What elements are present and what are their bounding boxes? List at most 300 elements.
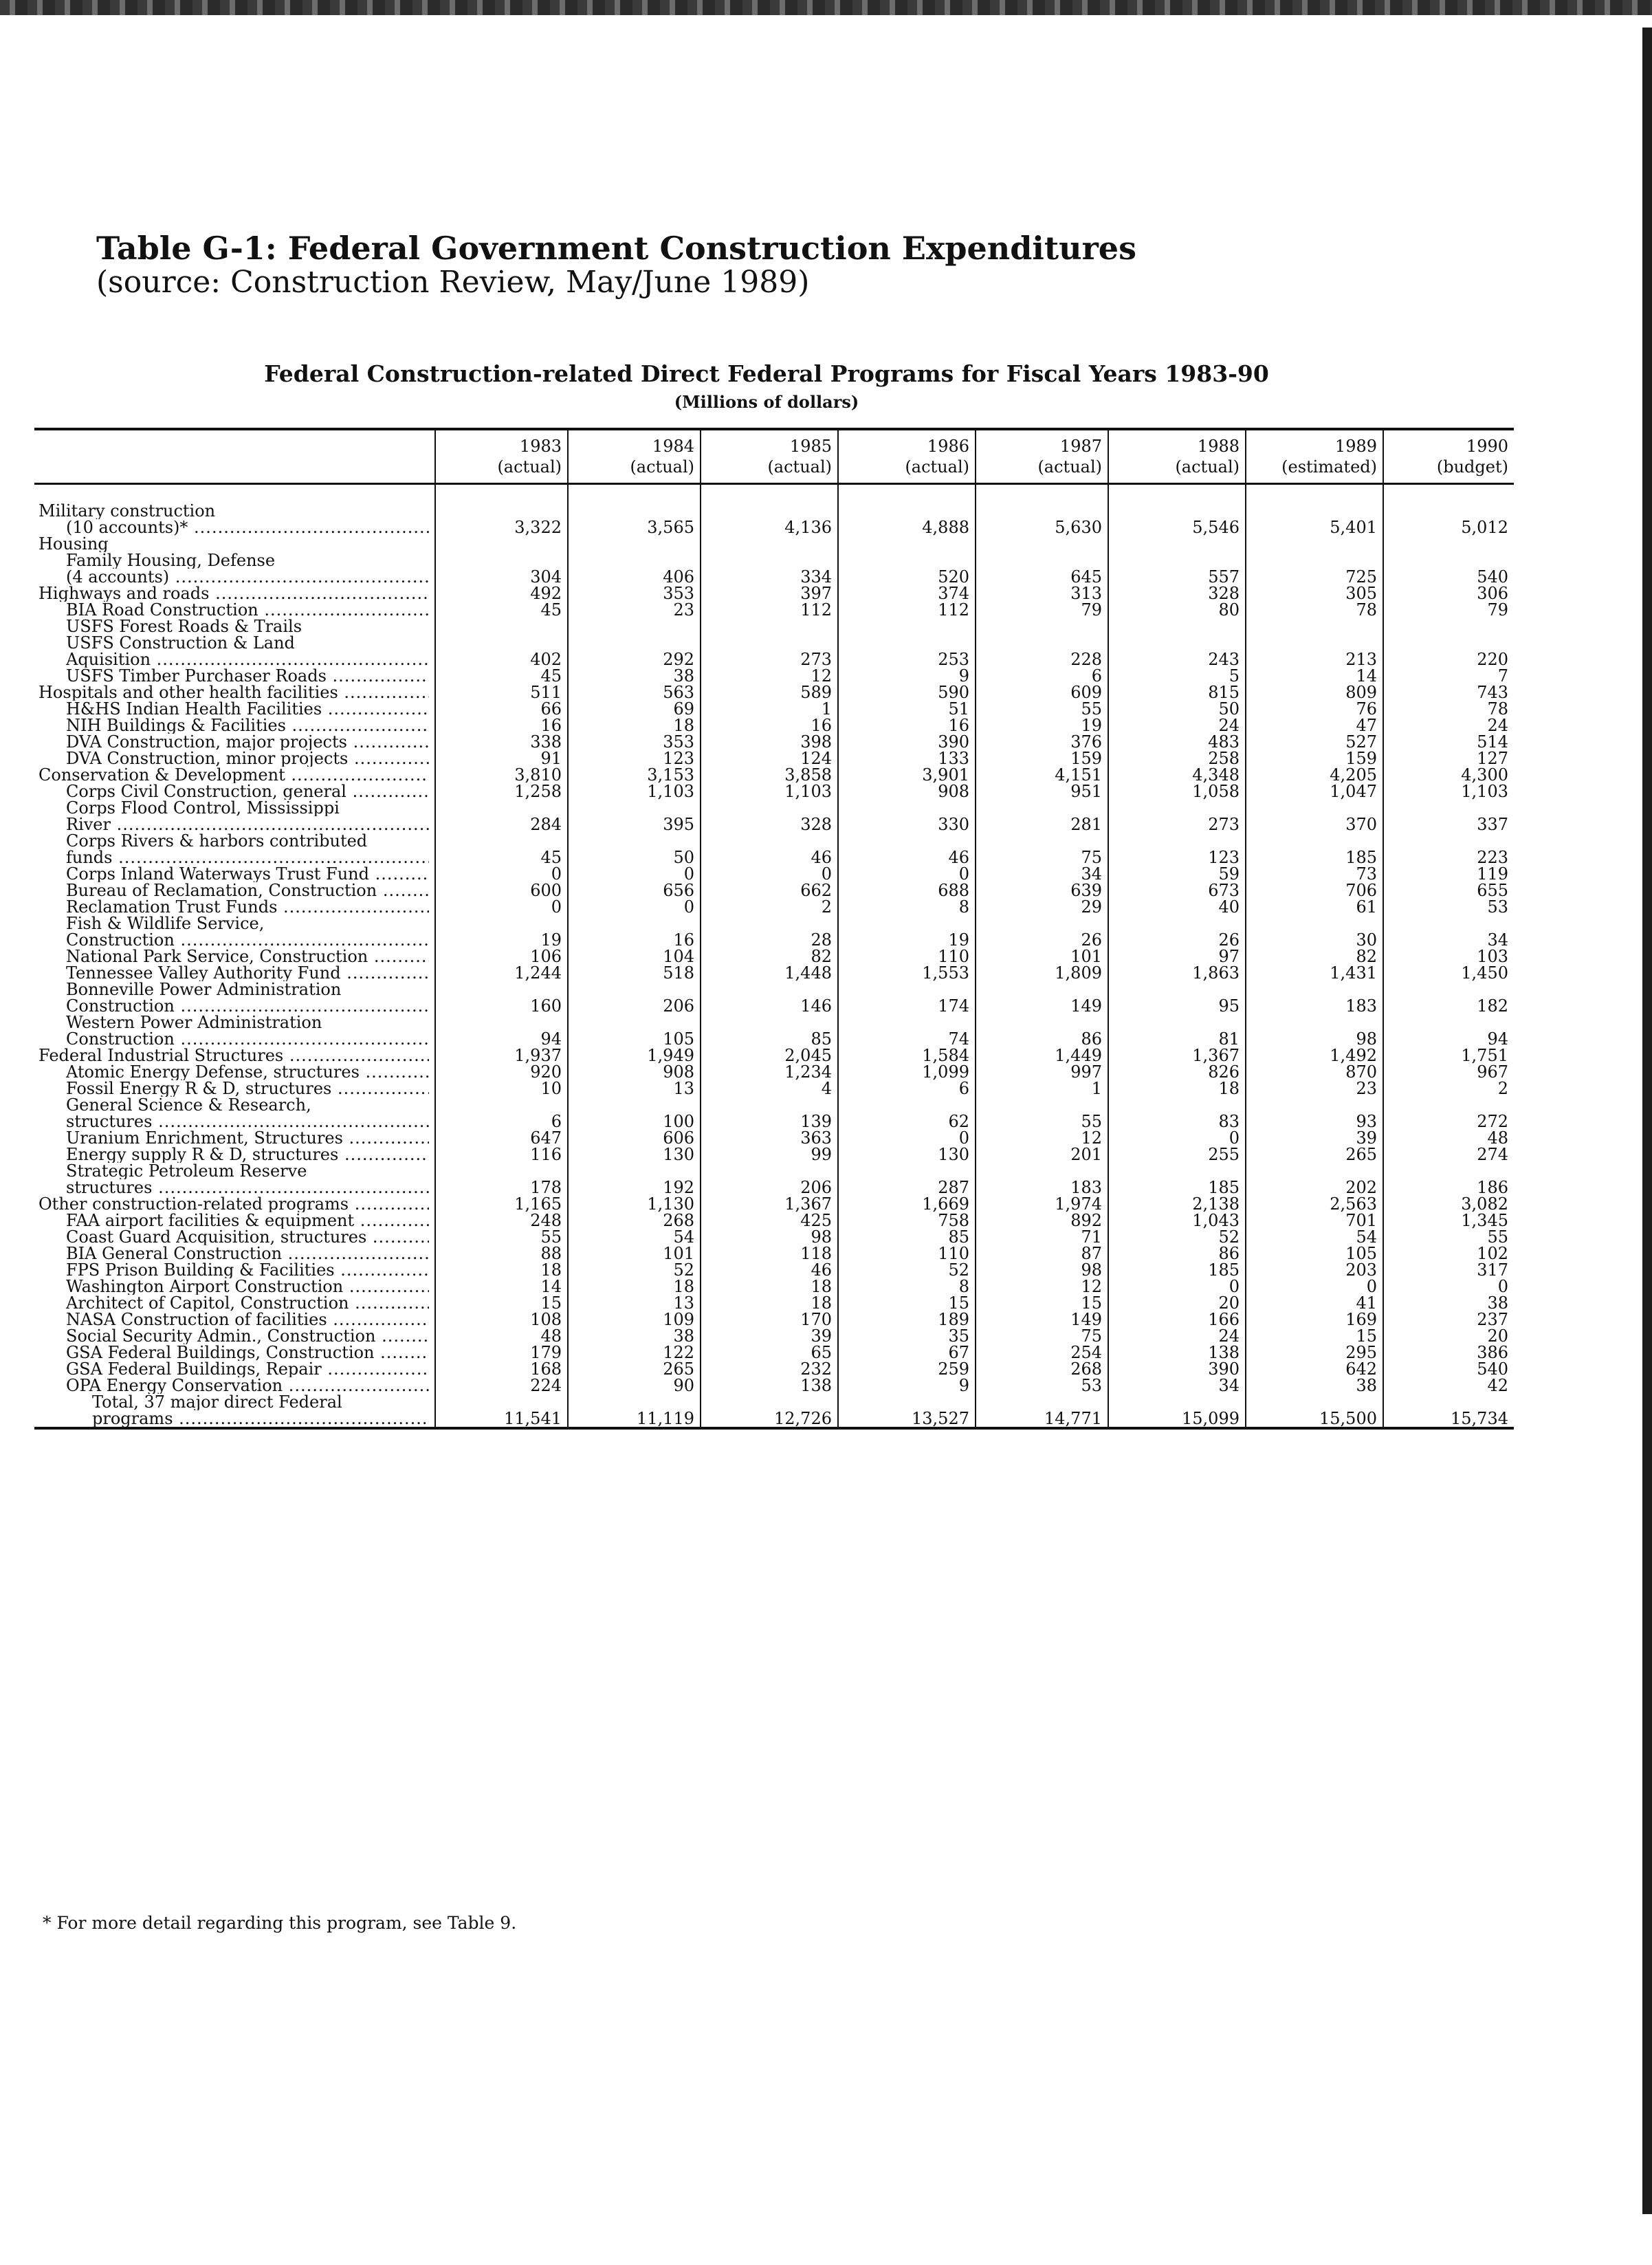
value-cell-1985: 82 [701, 948, 838, 965]
value-cell-1985: 12 [701, 668, 838, 684]
value-cell-1986: 6 [838, 1080, 976, 1097]
value-cell-1988: 26 [1108, 915, 1246, 948]
value-cell-1990: 78 [1383, 701, 1514, 717]
table-row [34, 1212, 1514, 1229]
value-cell-1983: 0 [435, 866, 568, 882]
value-cell-1988: 258 [1108, 750, 1246, 767]
row-label [34, 1295, 435, 1311]
value-cell-1988: 166 [1108, 1311, 1246, 1328]
value-cell-1986: 16 [838, 717, 976, 734]
row-label-line: BIA Road Construction ..... [37, 602, 429, 618]
value-cell-1990: 42 [1383, 1377, 1514, 1394]
value-cell-1987: 159 [976, 750, 1108, 767]
value-cell-1987: 201 [976, 1146, 1108, 1163]
value-cell-1987: 53 [976, 1377, 1108, 1394]
value-cell-1988: 1,367 [1108, 1047, 1246, 1064]
row-label-line: Highways and roads ..... [37, 585, 429, 602]
table-row [34, 1278, 1514, 1295]
value-cell-1983: 11,541 [435, 1394, 568, 1428]
value-cell-1987: 5,630 [976, 503, 1108, 536]
table-row [34, 618, 1514, 668]
value-cell-1990: 182 [1383, 981, 1514, 1014]
value-cell-1990: 103 [1383, 948, 1514, 965]
column-header-1987 [976, 429, 1108, 484]
column-header-1988 [1108, 429, 1246, 484]
value-cell-1987: 1,449 [976, 1047, 1108, 1064]
row-label-line: Bonneville Power Administration [66, 981, 342, 998]
value-cell-1989: 159 [1246, 750, 1383, 767]
value-cell-1988: 815 [1108, 684, 1246, 701]
value-cell-1987: 79 [976, 602, 1108, 618]
value-cell-1983: 3,810 [435, 767, 568, 783]
value-cell-1989: 41 [1246, 1295, 1383, 1311]
value-cell-1988: 826 [1108, 1064, 1246, 1080]
value-cell-1990: 337 [1383, 800, 1514, 833]
row-label-line: Washington Airport Construction ..... [37, 1278, 429, 1295]
value-cell-1983: 168 [435, 1361, 568, 1377]
row-label-line: Family Housing, Defense [66, 552, 276, 569]
value-cell-1986: 4,888 [838, 503, 976, 536]
value-cell-1985: 46 [701, 833, 838, 866]
value-cell-1990: 386 [1383, 1344, 1514, 1361]
column-year: 1983 [519, 437, 562, 456]
value-cell-1985: 1,448 [701, 965, 838, 981]
value-cell-1986: 85 [838, 1229, 976, 1245]
value-cell-1986: 1,553 [838, 965, 976, 981]
row-label [34, 585, 435, 602]
row-label-header [34, 429, 435, 484]
value-cell-1987: 6 [976, 668, 1108, 684]
value-cell-1988: 255 [1108, 1146, 1246, 1163]
value-cell-1983: 45 [435, 602, 568, 618]
value-cell-1987: 1,974 [976, 1196, 1108, 1212]
value-cell-1990: 1,345 [1383, 1212, 1514, 1229]
value-cell-1985: 1,103 [701, 783, 838, 800]
value-cell-1989: 93 [1246, 1097, 1383, 1130]
value-cell-1983: 178 [435, 1163, 568, 1196]
value-cell-1986: 133 [838, 750, 976, 767]
value-cell-1985: 662 [701, 882, 838, 899]
row-label-line: Military construction [38, 503, 216, 519]
value-cell-1986: 0 [838, 1130, 976, 1146]
value-cell-1983: 116 [435, 1146, 568, 1163]
value-cell-1985: 146 [701, 981, 838, 1014]
table-row [34, 1262, 1514, 1278]
value-cell-1990: 655 [1383, 882, 1514, 899]
row-label-line: Corps Inland Waterways Trust Fund ..... [37, 866, 429, 882]
row-label-line: Reclamation Trust Funds ..... [37, 899, 429, 915]
value-cell-1983: 402 [435, 618, 568, 668]
value-cell-1989: 38 [1246, 1377, 1383, 1394]
table-row [34, 717, 1514, 734]
row-label-line: structures ..... [37, 1113, 429, 1130]
document-title: Table G-1: Federal Government Construction Expenditures [96, 230, 1136, 267]
value-cell-1983: 511 [435, 684, 568, 701]
value-cell-1983: 1,258 [435, 783, 568, 800]
value-cell-1986: 51 [838, 701, 976, 717]
value-cell-1984: 109 [568, 1311, 701, 1328]
value-cell-1989: 61 [1246, 899, 1383, 915]
value-cell-1990: 540 [1383, 536, 1514, 585]
value-cell-1984: 908 [568, 1064, 701, 1080]
value-cell-1989: 54 [1246, 1229, 1383, 1245]
column-status: (estimated) [1281, 457, 1377, 477]
value-cell-1990: 7 [1383, 668, 1514, 684]
row-label [34, 536, 435, 585]
value-cell-1983: 248 [435, 1212, 568, 1229]
value-cell-1983: 6 [435, 1097, 568, 1130]
row-label-line: Hospitals and other health facilities ..... [37, 684, 429, 701]
value-cell-1984: 38 [568, 668, 701, 684]
column-header-1984 [568, 429, 701, 484]
row-label-line: Bureau of Reclamation, Construction ..... [37, 882, 429, 899]
value-cell-1986: 15 [838, 1295, 976, 1311]
value-cell-1990: 1,103 [1383, 783, 1514, 800]
row-label [34, 1245, 435, 1262]
row-label-line: Corps Flood Control, Mississippi [66, 800, 340, 816]
table-row [34, 1311, 1514, 1328]
column-header-1989 [1246, 429, 1383, 484]
value-cell-1983: 492 [435, 585, 568, 602]
row-label [34, 1394, 435, 1428]
value-cell-1987: 101 [976, 948, 1108, 965]
row-label [34, 1146, 435, 1163]
row-label [34, 1163, 435, 1196]
value-cell-1983: 1,244 [435, 965, 568, 981]
value-cell-1983: 647 [435, 1130, 568, 1146]
value-cell-1986: 35 [838, 1328, 976, 1344]
table-row [34, 899, 1514, 915]
row-label-line: Uranium Enrichment, Structures ..... [37, 1130, 429, 1146]
row-label-line: Total, 37 major direct Federal [92, 1394, 342, 1410]
value-cell-1988: 185 [1108, 1262, 1246, 1278]
value-cell-1987: 1 [976, 1080, 1108, 1097]
value-cell-1990: 4,300 [1383, 767, 1514, 783]
value-cell-1987: 149 [976, 981, 1108, 1014]
value-cell-1990: 3,082 [1383, 1196, 1514, 1212]
value-cell-1986: 110 [838, 1245, 976, 1262]
value-cell-1989: 47 [1246, 717, 1383, 734]
value-cell-1983: 16 [435, 717, 568, 734]
value-cell-1990: 186 [1383, 1163, 1514, 1196]
value-cell-1987: 268 [976, 1361, 1108, 1377]
value-cell-1984: 206 [568, 981, 701, 1014]
value-cell-1988: 5,546 [1108, 503, 1246, 536]
value-cell-1990: 79 [1383, 602, 1514, 618]
value-cell-1988: 97 [1108, 948, 1246, 965]
value-cell-1990: 540 [1383, 1361, 1514, 1377]
value-cell-1988: 1,058 [1108, 783, 1246, 800]
row-label-line: (10 accounts)* ..... [37, 519, 429, 536]
value-cell-1985: 16 [701, 717, 838, 734]
column-year: 1984 [652, 437, 694, 456]
value-cell-1989: 213 [1246, 618, 1383, 668]
value-cell-1988: 83 [1108, 1097, 1246, 1130]
value-cell-1988: 328 [1108, 585, 1246, 602]
row-label-line: Corps Civil Construction, general ..... [37, 783, 429, 800]
value-cell-1989: 76 [1246, 701, 1383, 717]
value-cell-1987: 281 [976, 800, 1108, 833]
value-cell-1985: 232 [701, 1361, 838, 1377]
value-cell-1989: 14 [1246, 668, 1383, 684]
value-cell-1984: 656 [568, 882, 701, 899]
row-label-line: FAA airport facilities & equipment ..... [37, 1212, 429, 1229]
value-cell-1984: 18 [568, 1278, 701, 1295]
value-cell-1988: 185 [1108, 1163, 1246, 1196]
value-cell-1989: 73 [1246, 866, 1383, 882]
row-label [34, 767, 435, 783]
value-cell-1983: 18 [435, 1262, 568, 1278]
value-cell-1989: 1,492 [1246, 1047, 1383, 1064]
row-label-line: Coast Guard Acquisition, structures ..... [37, 1229, 429, 1245]
value-cell-1985: 112 [701, 602, 838, 618]
column-status: (actual) [1175, 457, 1240, 477]
value-cell-1987: 75 [976, 1328, 1108, 1344]
table-row [34, 585, 1514, 602]
row-label-line: Energy supply R & D, structures ..... [37, 1146, 429, 1163]
value-cell-1984: 38 [568, 1328, 701, 1344]
value-cell-1985: 328 [701, 800, 838, 833]
row-label-line: Strategic Petroleum Reserve [66, 1163, 307, 1179]
table-row [34, 1047, 1514, 1064]
value-cell-1986: 8 [838, 1278, 976, 1295]
value-cell-1990: 272 [1383, 1097, 1514, 1130]
table-row [34, 948, 1514, 965]
value-cell-1986: 520 [838, 536, 976, 585]
value-cell-1990: 55 [1383, 1229, 1514, 1245]
row-label-line: programs ..... [37, 1410, 429, 1427]
row-label-line: GSA Federal Buildings, Repair ..... [37, 1361, 429, 1377]
column-year: 1987 [1059, 437, 1102, 456]
table-row [34, 767, 1514, 783]
value-cell-1984: 100 [568, 1097, 701, 1130]
value-cell-1985: 206 [701, 1163, 838, 1196]
value-cell-1990: 48 [1383, 1130, 1514, 1146]
value-cell-1986: 1,584 [838, 1047, 976, 1064]
value-cell-1984: 16 [568, 915, 701, 948]
value-cell-1985: 4 [701, 1080, 838, 1097]
value-cell-1983: 179 [435, 1344, 568, 1361]
table-row [34, 1097, 1514, 1130]
value-cell-1983: 10 [435, 1080, 568, 1097]
value-cell-1985: 3,858 [701, 767, 838, 783]
value-cell-1986: 1,099 [838, 1064, 976, 1080]
value-cell-1983: 45 [435, 668, 568, 684]
column-year: 1985 [789, 437, 832, 456]
table-row [34, 1328, 1514, 1344]
value-cell-1984: 11,119 [568, 1394, 701, 1428]
value-cell-1989: 305 [1246, 585, 1383, 602]
spacer-row [34, 484, 1514, 503]
value-cell-1989: 202 [1246, 1163, 1383, 1196]
value-cell-1984: 268 [568, 1212, 701, 1229]
row-label-line: FPS Prison Building & Facilities ..... [37, 1262, 429, 1278]
row-label [34, 1278, 435, 1295]
value-cell-1985: 28 [701, 915, 838, 948]
row-label [34, 1080, 435, 1097]
value-cell-1989: 78 [1246, 602, 1383, 618]
value-cell-1986: 74 [838, 1014, 976, 1047]
value-cell-1986: 9 [838, 668, 976, 684]
column-header-1990 [1383, 429, 1514, 484]
value-cell-1984: 122 [568, 1344, 701, 1361]
value-cell-1986: 758 [838, 1212, 976, 1229]
column-header-1986 [838, 429, 976, 484]
row-label-line: Construction ..... [37, 1031, 429, 1047]
row-label [34, 750, 435, 767]
table-row [34, 503, 1514, 536]
value-cell-1988: 15,099 [1108, 1394, 1246, 1428]
value-cell-1983: 15 [435, 1295, 568, 1311]
table-row [34, 602, 1514, 618]
value-cell-1983: 91 [435, 750, 568, 767]
value-cell-1990: 2 [1383, 1080, 1514, 1097]
column-header-1983 [435, 429, 568, 484]
value-cell-1990: 743 [1383, 684, 1514, 701]
row-label-line: USFS Forest Roads & Trails [66, 618, 302, 635]
value-cell-1987: 12 [976, 1130, 1108, 1146]
value-cell-1984: 0 [568, 899, 701, 915]
value-cell-1986: 67 [838, 1344, 976, 1361]
value-cell-1986: 62 [838, 1097, 976, 1130]
row-label-line: Housing [38, 536, 109, 552]
value-cell-1986: 46 [838, 833, 976, 866]
value-cell-1984: 353 [568, 734, 701, 750]
row-label [34, 701, 435, 717]
value-cell-1983: 1,937 [435, 1047, 568, 1064]
value-cell-1984: 130 [568, 1146, 701, 1163]
value-cell-1988: 80 [1108, 602, 1246, 618]
value-cell-1985: 124 [701, 750, 838, 767]
value-cell-1990: 317 [1383, 1262, 1514, 1278]
row-label-line: Tennessee Valley Authority Fund ..... [37, 965, 429, 981]
value-cell-1987: 951 [976, 783, 1108, 800]
row-label-line: Aquisition ..... [37, 651, 429, 668]
value-cell-1984: 90 [568, 1377, 701, 1394]
value-cell-1990: 34 [1383, 915, 1514, 948]
value-cell-1990: 53 [1383, 899, 1514, 915]
row-label [34, 618, 435, 668]
value-cell-1988: 1,863 [1108, 965, 1246, 981]
column-status: (actual) [1037, 457, 1102, 477]
row-label [34, 684, 435, 701]
value-cell-1989: 870 [1246, 1064, 1383, 1080]
column-status: (actual) [497, 457, 562, 477]
table-row [34, 734, 1514, 750]
table-row [34, 1344, 1514, 1361]
row-label [34, 1311, 435, 1328]
value-cell-1990: 514 [1383, 734, 1514, 750]
row-label-line: OPA Energy Conservation ..... [37, 1377, 429, 1394]
table-row [34, 750, 1514, 767]
value-cell-1983: 19 [435, 915, 568, 948]
row-label [34, 602, 435, 618]
table-row [34, 1295, 1514, 1311]
table-row [34, 965, 1514, 981]
table-row [34, 1064, 1514, 1080]
value-cell-1985: 18 [701, 1295, 838, 1311]
value-cell-1984: 395 [568, 800, 701, 833]
value-cell-1988: 95 [1108, 981, 1246, 1014]
value-cell-1985: 397 [701, 585, 838, 602]
value-cell-1988: 5 [1108, 668, 1246, 684]
value-cell-1986: 112 [838, 602, 976, 618]
value-cell-1990: 306 [1383, 585, 1514, 602]
value-cell-1987: 71 [976, 1229, 1108, 1245]
row-label [34, 783, 435, 800]
row-label-line: H&HS Indian Health Facilities ..... [37, 701, 429, 717]
row-label-line: National Park Service, Construction ..... [37, 948, 429, 965]
value-cell-1986: 9 [838, 1377, 976, 1394]
document-heading [96, 231, 1334, 299]
table-row [34, 800, 1514, 833]
value-cell-1988: 138 [1108, 1344, 1246, 1361]
row-label-line: (4 accounts) ..... [37, 569, 429, 585]
value-cell-1988: 50 [1108, 701, 1246, 717]
value-cell-1986: 330 [838, 800, 976, 833]
value-cell-1989: 15 [1246, 1328, 1383, 1344]
value-cell-1987: 313 [976, 585, 1108, 602]
value-cell-1987: 98 [976, 1262, 1108, 1278]
value-cell-1985: 118 [701, 1245, 838, 1262]
row-label [34, 1361, 435, 1377]
row-label [34, 1014, 435, 1047]
table-row [34, 1080, 1514, 1097]
value-cell-1984: 265 [568, 1361, 701, 1377]
value-cell-1983: 108 [435, 1311, 568, 1328]
value-cell-1986: 590 [838, 684, 976, 701]
value-cell-1984: 3,565 [568, 503, 701, 536]
value-cell-1983: 14 [435, 1278, 568, 1295]
value-cell-1990: 223 [1383, 833, 1514, 866]
row-label [34, 734, 435, 750]
value-cell-1990: 1,450 [1383, 965, 1514, 981]
value-cell-1988: 20 [1108, 1295, 1246, 1311]
value-cell-1986: 0 [838, 866, 976, 882]
value-cell-1987: 149 [976, 1311, 1108, 1328]
value-cell-1983: 600 [435, 882, 568, 899]
column-year: 1989 [1334, 437, 1377, 456]
value-cell-1985: 273 [701, 618, 838, 668]
value-cell-1989: 203 [1246, 1262, 1383, 1278]
table-row [34, 915, 1514, 948]
value-cell-1990: 220 [1383, 618, 1514, 668]
row-label-line: Fish & Wildlife Service, [66, 915, 265, 932]
value-cell-1985: 85 [701, 1014, 838, 1047]
column-header-1985 [701, 429, 838, 484]
value-cell-1984: 606 [568, 1130, 701, 1146]
footnote: * For more detail regarding this program, see Table 9. [43, 1913, 517, 1933]
value-cell-1986: 1,669 [838, 1196, 976, 1212]
value-cell-1983: 284 [435, 800, 568, 833]
value-cell-1983: 66 [435, 701, 568, 717]
value-cell-1985: 2,045 [701, 1047, 838, 1064]
row-label-line: USFS Construction & Land [66, 635, 295, 651]
value-cell-1984: 52 [568, 1262, 701, 1278]
column-status: (actual) [905, 457, 969, 477]
table-units: (Millions of dollars) [674, 392, 859, 412]
table-row [34, 1229, 1514, 1245]
row-label-line: funds ..... [37, 849, 429, 866]
value-cell-1985: 39 [701, 1328, 838, 1344]
row-label [34, 882, 435, 899]
value-cell-1984: 69 [568, 701, 701, 717]
value-cell-1985: 4,136 [701, 503, 838, 536]
value-cell-1983: 0 [435, 899, 568, 915]
value-cell-1987: 639 [976, 882, 1108, 899]
value-cell-1984: 563 [568, 684, 701, 701]
value-cell-1990: 102 [1383, 1245, 1514, 1262]
